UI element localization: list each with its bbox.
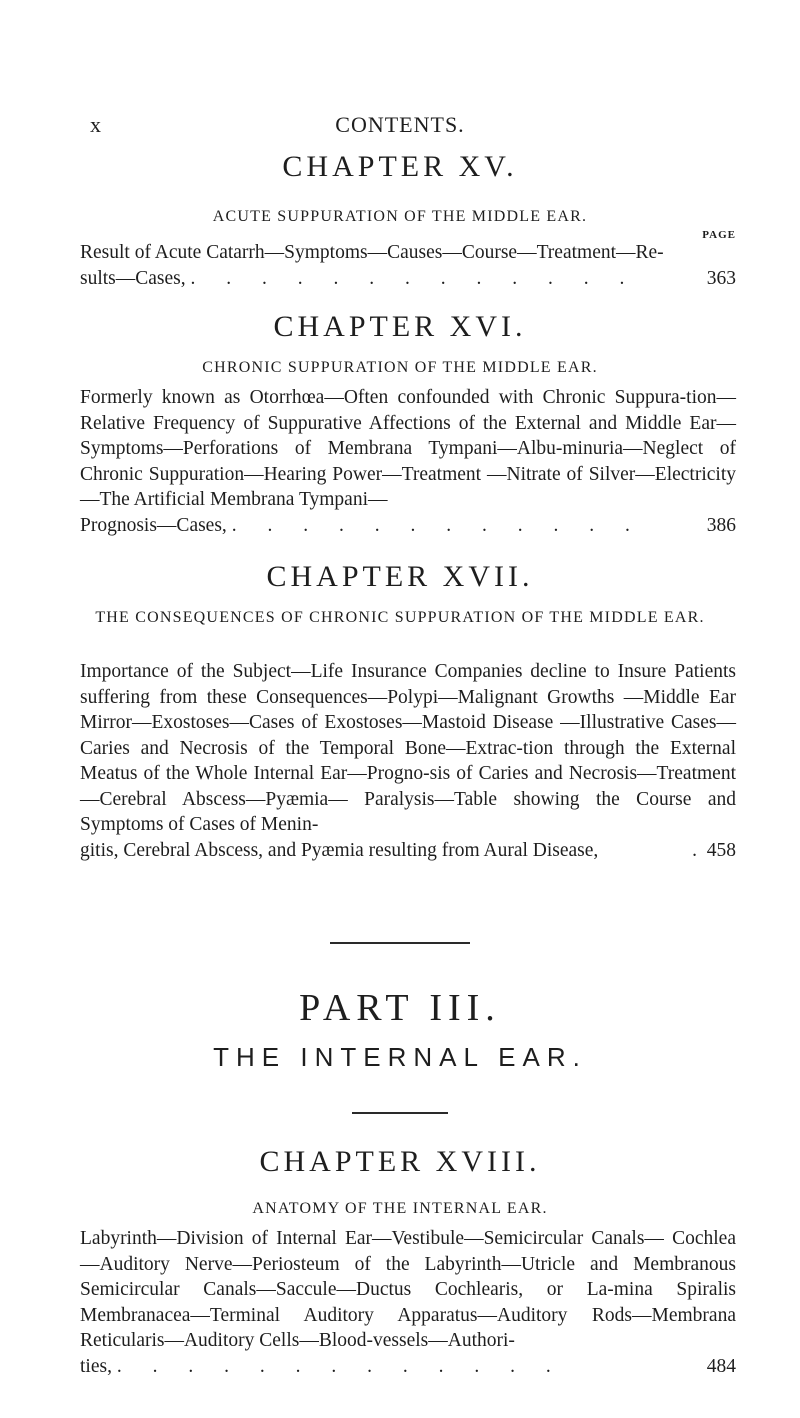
chapter-xvi-entry bbox=[80, 385, 736, 538]
chapter-xv-entry-text: Result of Acute Catarrh—Symptoms—Causes—Course—Treatment—Re- bbox=[80, 242, 664, 263]
chapter-xviii-entry-text: Labyrinth—Division of Internal Ear—Vestibule—Semicircular Canals— Cochlea—Auditory Nerve—Periosteum of the Labyrinth—Utricle and Membranous Semicircular Canals—Saccule—Ductus Cochlearis, or La-mina Spiralis Membranacea—Terminal Auditory Apparatus—Auditory Rods—Membrana Reticularis—Auditory Cells—Blood-vessels—Authori- bbox=[80, 1228, 736, 1351]
chapter-xvii-entry-tail: gitis, Cerebral Abscess, and Pyæmia resulting from Aural Disease, bbox=[80, 839, 599, 861]
chapter-xviii-entry bbox=[80, 1226, 736, 1379]
chapter-xvi-entry-text: Formerly known as Otorrhœa—Often confounded with Chronic Suppura-tion—Relative Frequency of Suppurative Affections of the External and Middle Ear—Symptoms—Perforations of Membrana Tympani—Albu-minuria—Neglect of Chronic Suppuration—Hearing Power—Treatment —Nitrate of Silver—Electricity—The Artificial Membrana Tympani— bbox=[80, 387, 736, 510]
part-divider-rule bbox=[352, 1112, 448, 1114]
page-column-label: PAGE bbox=[702, 229, 736, 241]
chapter-xvi-dot-leader: . . . . . . . . . . . . bbox=[231, 514, 643, 536]
chapter-xvi-title: CHAPTER XVI. bbox=[273, 310, 527, 343]
chapter-xvii-subtitle: THE CONSEQUENCES OF CHRONIC SUPPURATION OF THE MIDDLE EAR. bbox=[95, 609, 705, 626]
chapter-xvii-entry-text: Importance of the Subject—Life Insurance Companies decline to Insure Patients suffering from these Consequences—Polypi—Malignant Growths —Middle Ear Mirror—Exostoses—Cases of Exostoses—Mastoid Disease —Illustrative Cases—Caries and Necrosis of the Temporal Bone—Extrac-tion through the External Meatus of the Whole Internal Ear—Progno-sis of Caries and Necrosis—Treatment—Cerebral Abscess—Pyæmia— Paralysis—Table showing the Course and Symptoms of Cases of Menin- bbox=[80, 661, 736, 835]
part-title: PART III. bbox=[299, 987, 501, 1029]
chapter-xvii-page-value: 458 bbox=[706, 839, 736, 861]
chapter-xvii-leader-line bbox=[80, 838, 736, 864]
chapter-xvi-entry-tail: Prognosis—Cases, bbox=[80, 514, 227, 536]
chapter-xv-entry-tail: sults—Cases, bbox=[80, 267, 186, 289]
running-head bbox=[90, 112, 710, 140]
chapter-xv-leader-line bbox=[80, 266, 736, 292]
chapter-xv-title: CHAPTER XV. bbox=[282, 150, 518, 183]
section-divider-rule bbox=[330, 942, 470, 944]
part-subtitle: THE INTERNAL EAR. bbox=[213, 1042, 587, 1072]
chapter-xv-entry bbox=[80, 240, 736, 291]
chapter-xvii-dot-leader: . bbox=[692, 839, 697, 861]
running-title: CONTENTS. bbox=[335, 112, 465, 137]
chapter-xviii-subtitle: ANATOMY OF THE INTERNAL EAR. bbox=[252, 1200, 548, 1217]
chapter-xvii-page-number[interactable] bbox=[692, 838, 736, 864]
chapter-xviii-entry-tail: ties, bbox=[80, 1355, 112, 1377]
chapter-xvi-subtitle: CHRONIC SUPPURATION OF THE MIDDLE EAR. bbox=[202, 359, 598, 376]
chapter-xv-subtitle: ACUTE SUPPURATION OF THE MIDDLE EAR. bbox=[212, 208, 588, 225]
chapter-xvii-entry bbox=[80, 659, 736, 863]
chapter-xv-dot-leader: . . . . . . . . . . . . . bbox=[190, 267, 638, 289]
chapter-xvi-leader-line bbox=[80, 513, 736, 539]
chapter-xviii-leader-line bbox=[80, 1354, 736, 1380]
chapter-xv-page-number[interactable]: 363 bbox=[706, 267, 736, 289]
chapter-xvii-title: CHAPTER XVII. bbox=[266, 560, 534, 593]
chapter-xviii-title: CHAPTER XVIII. bbox=[259, 1145, 541, 1178]
chapter-xviii-page-number[interactable]: 484 bbox=[706, 1355, 736, 1377]
page-folio: x bbox=[90, 112, 101, 137]
chapter-xvi-page-number[interactable]: 386 bbox=[706, 514, 736, 536]
chapter-xviii-dot-leader: . . . . . . . . . . . . . bbox=[116, 1355, 564, 1377]
